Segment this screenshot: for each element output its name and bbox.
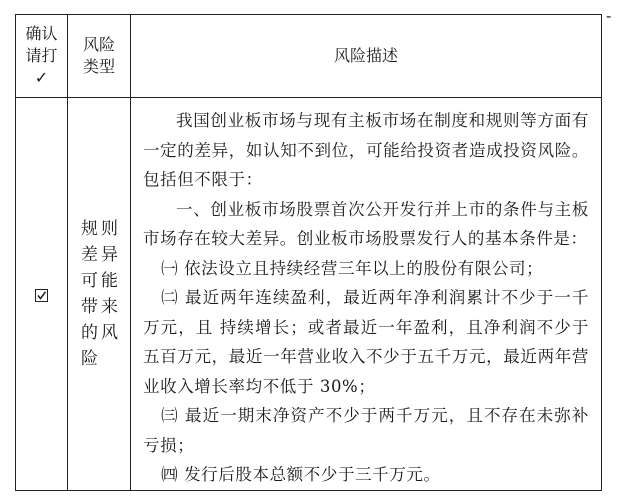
description-item-2: ㈡ 最近两年连续盈利，最近两年净利润累计不少于一千万元，且 持续增长；或者最近一年盈利，且净利润不少于五百万元，最近一年营业收入不少于五千万元，最近两年营业收入增长率均不低于 30%； — [143, 288, 589, 396]
checked-checkbox-icon[interactable] — [35, 289, 48, 302]
description-item-4: ㈣ 发行后股本总额不少于三千万元。 — [161, 465, 441, 484]
header-confirm-line1: 确认 — [25, 24, 58, 43]
check-mark-icon: ✓ — [34, 68, 49, 87]
table-header-row — [16, 15, 602, 98]
header-risk-type — [68, 15, 131, 98]
page-edge-mark: - — [606, 6, 612, 25]
risk-description-cell — [131, 98, 602, 491]
description-item-1: ㈠ 依法设立且持续经营三年以上的股份有限公司； — [161, 258, 544, 278]
header-risk-type-line1: 风险 — [82, 35, 115, 54]
risk-type-cell — [68, 98, 131, 491]
description-section-one: 一、创业板市场股票首次公开发行并上市的条件与主板市场存在较大差异。创业板市场股票发行人的基本条件是： — [143, 199, 589, 248]
confirm-cell — [16, 98, 68, 491]
risk-disclosure-table — [15, 14, 602, 491]
header-confirm-line2: 请打 — [25, 46, 58, 65]
header-risk-description-label: 风险描述 — [333, 46, 398, 65]
header-confirm — [16, 15, 68, 98]
risk-type-label: 规则差异可能带来的风险 — [81, 219, 121, 369]
table-row — [16, 98, 602, 491]
header-risk-description — [131, 15, 602, 98]
description-intro: 我国创业板市场与现有主板市场在制度和规则等方面有一定的差异，如认知不到位，可能给投资者造成投资风险。包括但不限于： — [143, 111, 589, 189]
header-risk-type-line2: 类型 — [82, 57, 115, 76]
description-item-3: ㈢ 最近一期末净资产不少于两千万元，且不存在未弥补亏损； — [143, 406, 589, 455]
